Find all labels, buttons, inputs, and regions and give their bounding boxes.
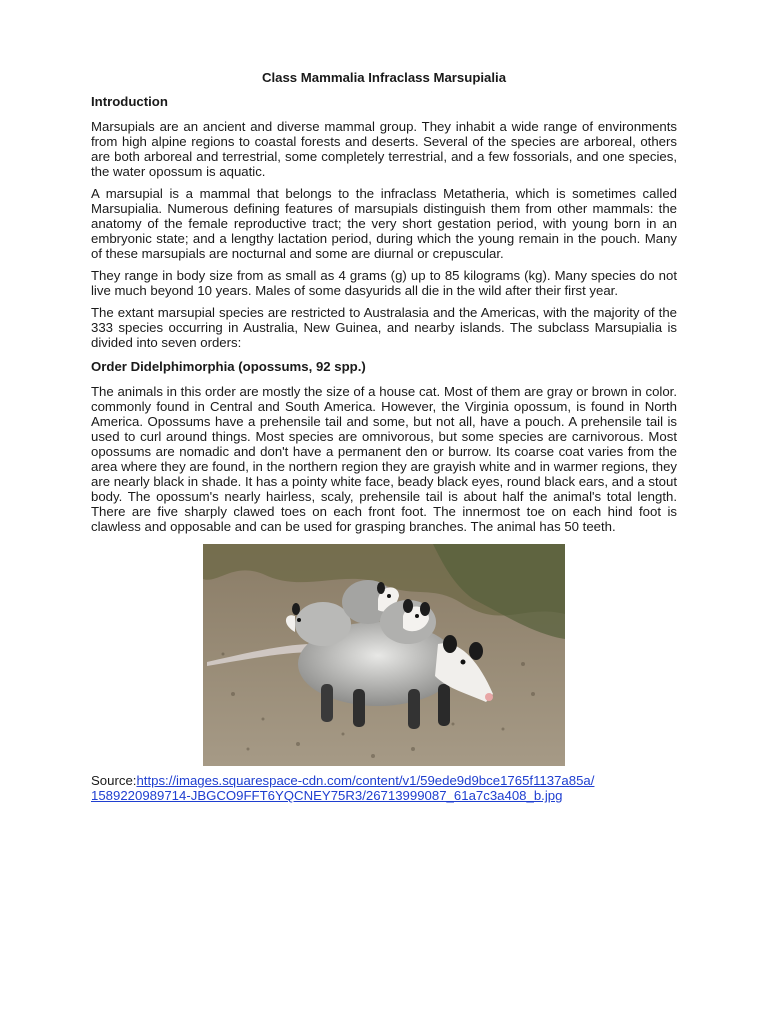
- source-link-line-1: https://images.squarespace-cdn.com/content/v1/59ede9d9bce1765f1137a85a/: [136, 773, 595, 788]
- document-title: Class Mammalia Infraclass Marsupialia: [261, 70, 507, 85]
- order-paragraph: The animals in this order are mostly the size of a house cat. Most of them are gray or brown in color. commonly found in Central and South America. However, the Virginia opossum, is found in North America. Opossums have a prehensile tail and some, but not all, have a pouch. A prehensile tail is used to curl around things. Most species are omnivorous, but some species are carnivorous. Most opossums are nomadic and don't have a permanent den or burrow. Its coarse coat varies from the area where they are found, in the northern region they are grayish white and in warmer regions, they are nearly black in shade. It has a pointy white face, beady black eyes, round black ears, and a stout body. The opossum's nearly hairless, scaly, prehensile tail is about half the animal's total length. There are five sharply clawed toes on each front foot. The innermost toe on each hind foot is clawless and opposable and can be used for grasping branches. The animal has 50 teeth.: [91, 384, 677, 534]
- image-source: [91, 773, 677, 803]
- intro-paragraph-3: They range in body size from as small as 4 grams (g) up to 85 kilograms (kg). Many species do not live much beyond 10 years. Males of some dasyurids all die in the wild after their first year.: [91, 268, 677, 298]
- intro-paragraph-2: A marsupial is a mammal that belongs to the infraclass Metatheria, which is sometimes called Marsupialia. Numerous defining features of marsupials distinguish them from other mammals: the anatomy of the female reproductive tract; the very short gestation period, with young born in an embryonic state; and a lengthy lactation period, during which the young remain in the pouch. Many of these marsupials are nocturnal and some are diurnal or crepuscular.: [91, 186, 677, 261]
- source-link-line-2: 1589220989714-JBGCO9FFT6YQCNEY75R3/26713999087_61a7c3a408_b.jpg: [91, 788, 563, 803]
- opossum-photo: [203, 544, 565, 766]
- intro-heading: Introduction: [91, 94, 168, 109]
- intro-paragraph-4: The extant marsupial species are restricted to Australasia and the Americas, with the majority of the 333 species occurring in Australia, New Guinea, and nearby islands. The subclass Marsupialia is divided into seven orders:: [91, 305, 677, 350]
- source-link[interactable]: [91, 773, 594, 803]
- order-heading: Order Didelphimorphia (opossums, 92 spp.): [91, 359, 366, 374]
- intro-paragraph-1: Marsupials are an ancient and diverse mammal group. They inhabit a wide range of environments from high alpine regions to coastal forests and deserts. Several of the species are arboreal, others are both arboreal and terrestrial, some completely terrestrial, and a few fossorials, and one species, the water opossum is aquatic.: [91, 119, 677, 179]
- source-label: Source:: [91, 773, 137, 788]
